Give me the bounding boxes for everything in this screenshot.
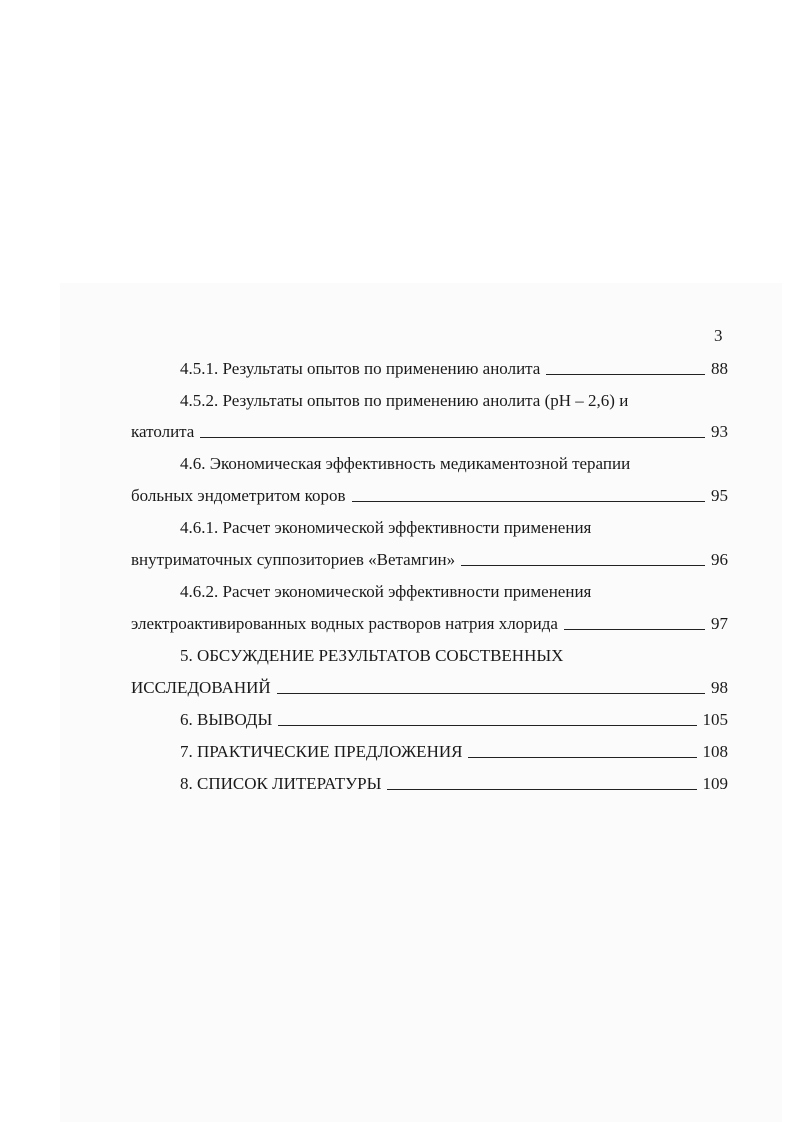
toc-entry-title: 4.6. Экономическая эффективность медикаментозной терапии: [180, 454, 631, 473]
toc-entry-6[interactable]: [180, 709, 728, 731]
toc-entry-title-cont: католита: [131, 422, 195, 441]
toc-entry-page: 93: [711, 422, 728, 441]
toc-entry-title: 6. ВЫВОДЫ: [180, 710, 273, 729]
toc-entry-title: 5. ОБСУЖДЕНИЕ РЕЗУЛЬТАТОВ СОБСТВЕННЫХ: [180, 646, 564, 665]
toc-entry-4-6-1-line1[interactable]: [180, 517, 728, 539]
toc-leader-line: [468, 757, 696, 758]
toc-entry-page: 96: [711, 550, 728, 569]
toc-leader-line: [564, 629, 705, 630]
toc-entry-title: 4.6.2. Расчет экономической эффективности применения: [180, 582, 592, 601]
toc-entry-4-5-1[interactable]: [180, 358, 728, 380]
toc-entry-page: 95: [711, 486, 728, 505]
toc-entry-title-cont: ИССЛЕДОВАНИЙ: [131, 678, 271, 697]
toc-leader-line: [278, 725, 696, 726]
toc-entry-title-cont: внутриматочных суппозиториев «Ветамгин»: [131, 550, 456, 569]
toc-entry-7[interactable]: [180, 741, 728, 763]
toc-entry-page: 105: [702, 710, 728, 729]
toc-entry-title: 7. ПРАКТИЧЕСКИЕ ПРЕДЛОЖЕНИЯ: [180, 742, 463, 761]
toc-entry-4-5-2-line2[interactable]: [131, 421, 728, 443]
toc-entry-page: 98: [711, 678, 728, 697]
toc-entry-page: 88: [711, 359, 728, 378]
toc-entry-4-6-2-line1[interactable]: [180, 581, 728, 603]
toc-leader-line: [461, 565, 705, 566]
toc-entry-page: 108: [702, 742, 728, 761]
toc-entry-4-5-2-line1[interactable]: [180, 390, 728, 412]
toc-entry-4-6-line1[interactable]: [180, 453, 728, 475]
toc-entry-title: 4.5.2. Результаты опытов по применению анолита (pH – 2,6) и: [180, 391, 629, 410]
toc-entry-8[interactable]: [180, 773, 728, 795]
toc-entry-page: 109: [702, 774, 728, 793]
toc-entry-title: 4.6.1. Расчет экономической эффективности применения: [180, 518, 592, 537]
toc-entry-4-6-line2[interactable]: [131, 485, 728, 507]
page-number: 3: [714, 326, 723, 345]
toc-entry-5-line1[interactable]: [180, 645, 728, 667]
toc-entry-4-6-2-line2[interactable]: [131, 613, 728, 635]
toc-leader-line: [277, 693, 705, 694]
toc-leader-line: [387, 789, 696, 790]
toc-entry-page: 97: [711, 614, 728, 633]
toc-entry-5-line2[interactable]: [131, 677, 728, 699]
toc-entry-title-cont: электроактивированных водных растворов натрия хлорида: [131, 614, 558, 633]
toc-entry-title: 8. СПИСОК ЛИТЕРАТУРЫ: [180, 774, 382, 793]
toc-entry-title: 4.5.1. Результаты опытов по применению анолита: [180, 359, 541, 378]
toc-entry-title-cont: больных эндометритом коров: [131, 486, 346, 505]
toc-entry-4-6-1-line2[interactable]: [131, 549, 728, 571]
toc-leader-line: [546, 374, 705, 375]
toc-leader-line: [352, 501, 705, 502]
toc-leader-line: [200, 437, 705, 438]
